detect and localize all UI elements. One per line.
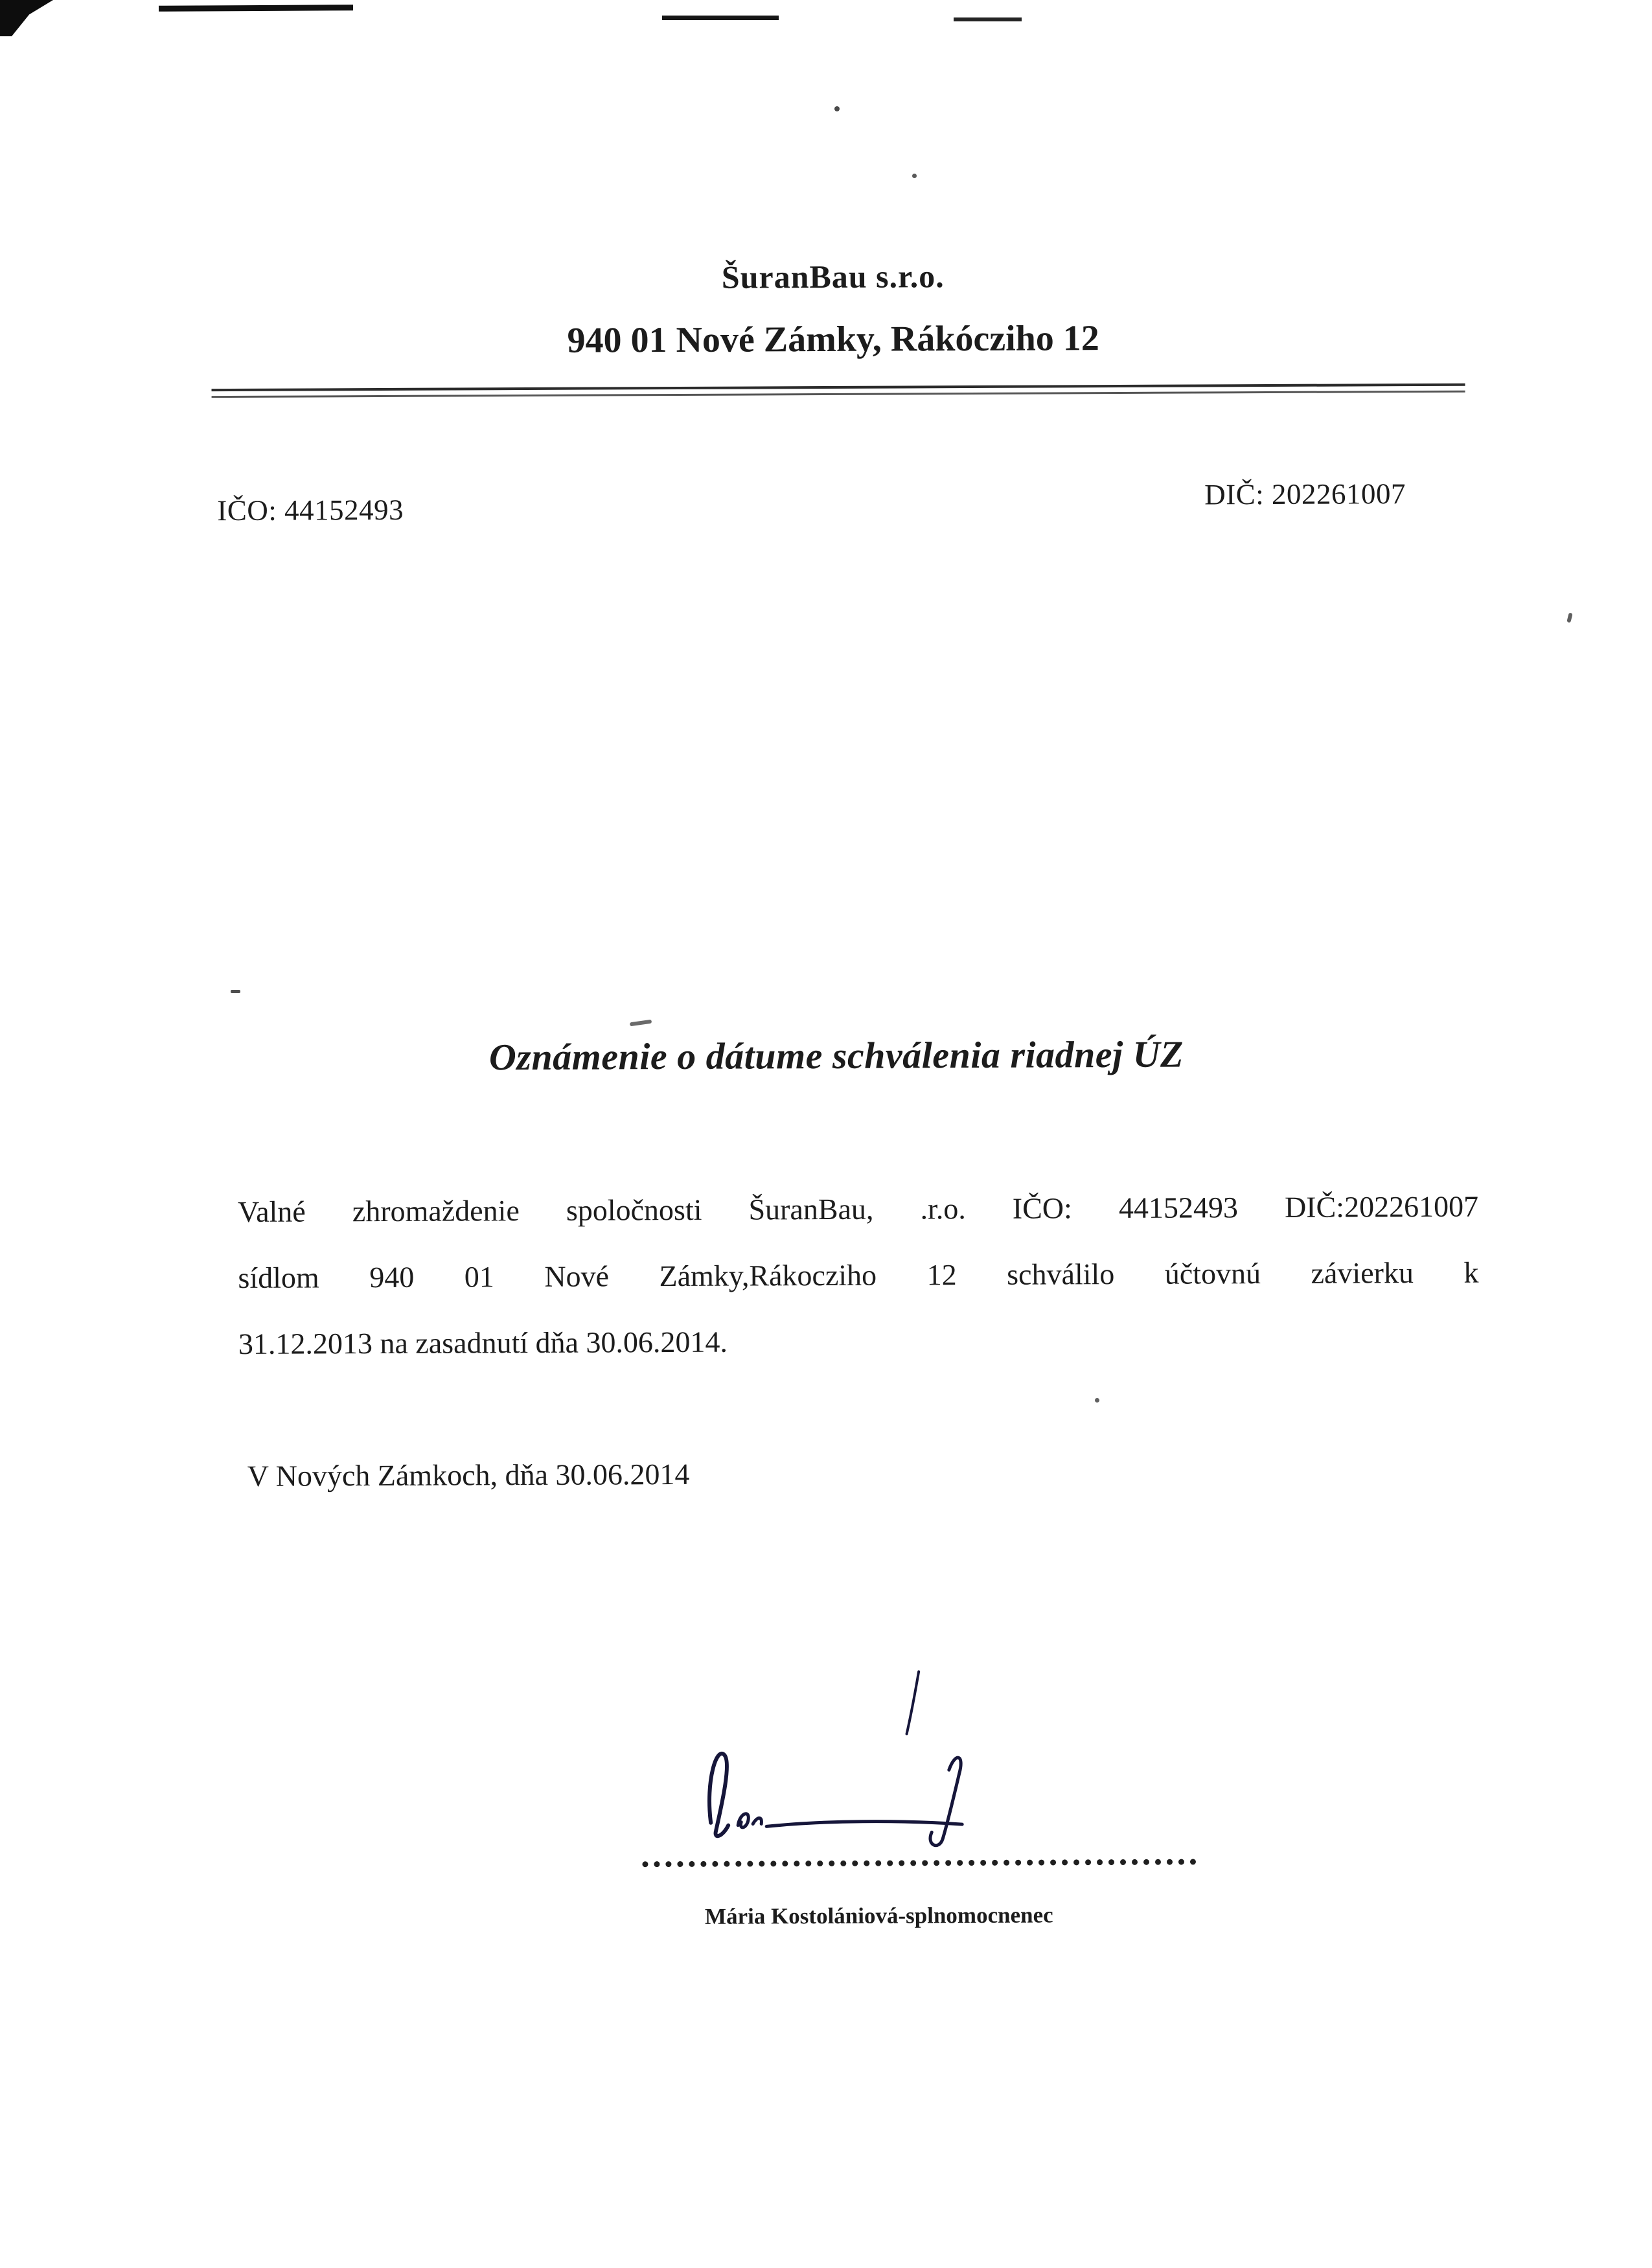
dic-number: DIČ: 202261007	[1204, 477, 1406, 511]
body-line-1: Valné zhromaždenie spoločnosti ŠuranBau, .r.o. IČO: 44152493 DIČ:202261007	[237, 1189, 1479, 1228]
company-name: ŠuranBau s.r.o.	[721, 258, 945, 295]
document-title: Oznámenie o dátume schválenia riadnej ÚZ	[488, 1033, 1184, 1079]
header-divider-rule	[211, 384, 1465, 398]
body-paragraph	[238, 1174, 1479, 1377]
company-address: 940 01 Nové Zámky, Rákócziho 12	[567, 318, 1099, 361]
handwritten-signature-image	[687, 1667, 1005, 1870]
signatory-name: Mária Kostolániová-splnomocnenec	[704, 1902, 1053, 1929]
body-line-2: sídlom 940 01 Nové Zámky,Rákocziho 12 schválilo účtovnú závierku k	[238, 1255, 1479, 1294]
place-and-date-line: V Nových Zámkoch, dňa 30.06.2014	[247, 1457, 690, 1493]
body-line-3: 31.12.2013 na zasadnutí dňa 30.06.2014.	[238, 1325, 728, 1360]
ico-number: IČO: 44152493	[217, 493, 404, 527]
